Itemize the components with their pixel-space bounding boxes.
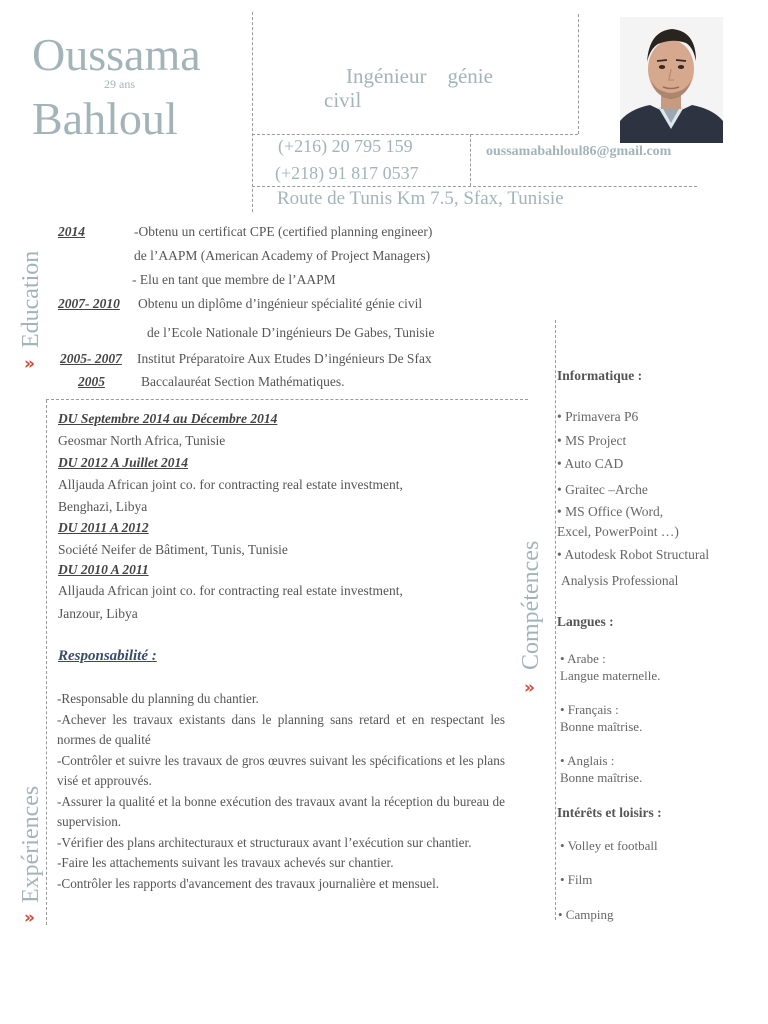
language-item: • Français : [560, 702, 619, 717]
language-level: Langue maternelle. [560, 668, 661, 683]
phone-2: (+218) 91 817 0537 [275, 163, 419, 183]
skill-item: Excel, PowerPoint …) [557, 524, 679, 539]
address: Route de Tunis Km 7.5, Sfax, Tunisie [277, 188, 564, 209]
informatique-title: Informatique : [557, 368, 643, 383]
responsabilite-list [57, 689, 505, 894]
experience-period: DU 2011 A 2012 [58, 520, 149, 535]
skill-item: • MS Office (Word, [557, 504, 664, 519]
first-name: Oussama [32, 29, 201, 80]
phone-1: (+216) 20 795 159 [278, 136, 413, 156]
experience-period: DU Septembre 2014 au Décembre 2014 [58, 411, 278, 426]
responsabilite-item: -Faire les attachements suivant les travaux achevés sur chantier. [57, 855, 394, 870]
experience-company: Alljauda African joint co. for contracting real estate investment, [58, 583, 403, 598]
experience-company: Geosmar North Africa, Tunisie [58, 433, 226, 448]
education-line: -Obtenu un certificat CPE (certified planning engineer) [134, 224, 433, 239]
education-line: Obtenu un diplôme d’ingénieur spécialité génie civil [138, 296, 423, 311]
experience-company: Janzour, Libya [58, 606, 138, 621]
experience-company: Alljauda African joint co. for contracting real estate investment, [58, 477, 403, 492]
education-year: 2005 [78, 374, 105, 389]
responsabilite-item: -Contrôler les rapports d'avancement des travaux journalière et mensuel. [57, 875, 440, 891]
language-level: Bonne maîtrise. [560, 719, 643, 734]
education-line: de l’AAPM (American Academy of Project Managers) [134, 248, 431, 263]
profile-photo [620, 17, 723, 143]
skill-item: • Autodesk Robot Structural [557, 547, 710, 562]
experience-company: Société Neifer de Bâtiment, Tunis, Tunisie [58, 542, 288, 557]
experience-company: Benghazi, Libya [58, 499, 148, 514]
experience-period: DU 2010 A 2011 [58, 562, 149, 577]
langues-title: Langues : [557, 614, 614, 629]
profile-photo-image [620, 17, 723, 143]
last-name: Bahloul [32, 93, 178, 144]
education-year: 2005- 2007 [60, 351, 122, 366]
education-line: de l’Ecole Nationale D’ingénieurs De Gabes, Tunisie [147, 325, 435, 340]
experiences-heading: Expériences [18, 785, 44, 903]
job-title-line1: Ingénieur génie [346, 64, 493, 88]
skill-item: Analysis Professional [561, 573, 679, 588]
education-line: - Elu en tant que membre de l’AAPM [132, 272, 336, 287]
language-item: • Anglais : [560, 753, 615, 768]
skill-item: • Auto CAD [557, 456, 624, 471]
education-year: 2007- 2010 [58, 296, 120, 311]
responsabilite-item: -Responsable du planning du chantier. [57, 691, 259, 706]
chevron-icon: » [24, 354, 35, 374]
skill-item: • MS Project [557, 433, 627, 448]
education-line: Baccalauréat Section Mathématiques. [141, 374, 345, 389]
competences-heading: Compétences [518, 540, 544, 670]
responsabilite-title: Responsabilité : [58, 648, 157, 664]
education-line: Institut Préparatoire Aux Etudes D’ingénieurs De Sfax [137, 351, 432, 366]
email[interactable]: oussamabahloul86@gmail.com [486, 144, 672, 159]
responsabilite-item: -Achever les travaux existants dans le planning sans retard et en respectant les normes de qualité [57, 711, 505, 747]
education-heading: Education [18, 250, 44, 348]
experience-period: DU 2012 A Juillet 2014 [58, 455, 189, 470]
chevron-icon: » [524, 678, 535, 698]
interest-item: • Camping [558, 907, 614, 922]
responsabilite-item: -Assurer la qualité et la bonne exécution des travaux avant la réception du bureau de supervision. [57, 793, 505, 829]
language-item: • Arabe : [560, 651, 606, 666]
chevron-icon: » [24, 908, 35, 928]
interest-item: • Film [560, 872, 593, 887]
skill-item: • Primavera P6 [557, 409, 639, 424]
responsabilite-item: -Vérifier des plans architecturaux et structuraux avant l’exécution sur chantier. [57, 834, 472, 850]
age: 29 ans [104, 77, 135, 91]
job-title-line2: civil [324, 88, 362, 112]
responsabilite-item: -Contrôler et suivre les travaux de gros œuvres suivant les spécifications et les plans visé et approuvés. [57, 752, 505, 788]
language-level: Bonne maîtrise. [560, 770, 643, 785]
skill-item: • Graitec –Arche [557, 482, 648, 497]
education-year: 2014 [58, 224, 85, 239]
interest-item: • Volley et football [560, 838, 658, 853]
loisirs-title: Intérêts et loisirs : [557, 805, 662, 820]
